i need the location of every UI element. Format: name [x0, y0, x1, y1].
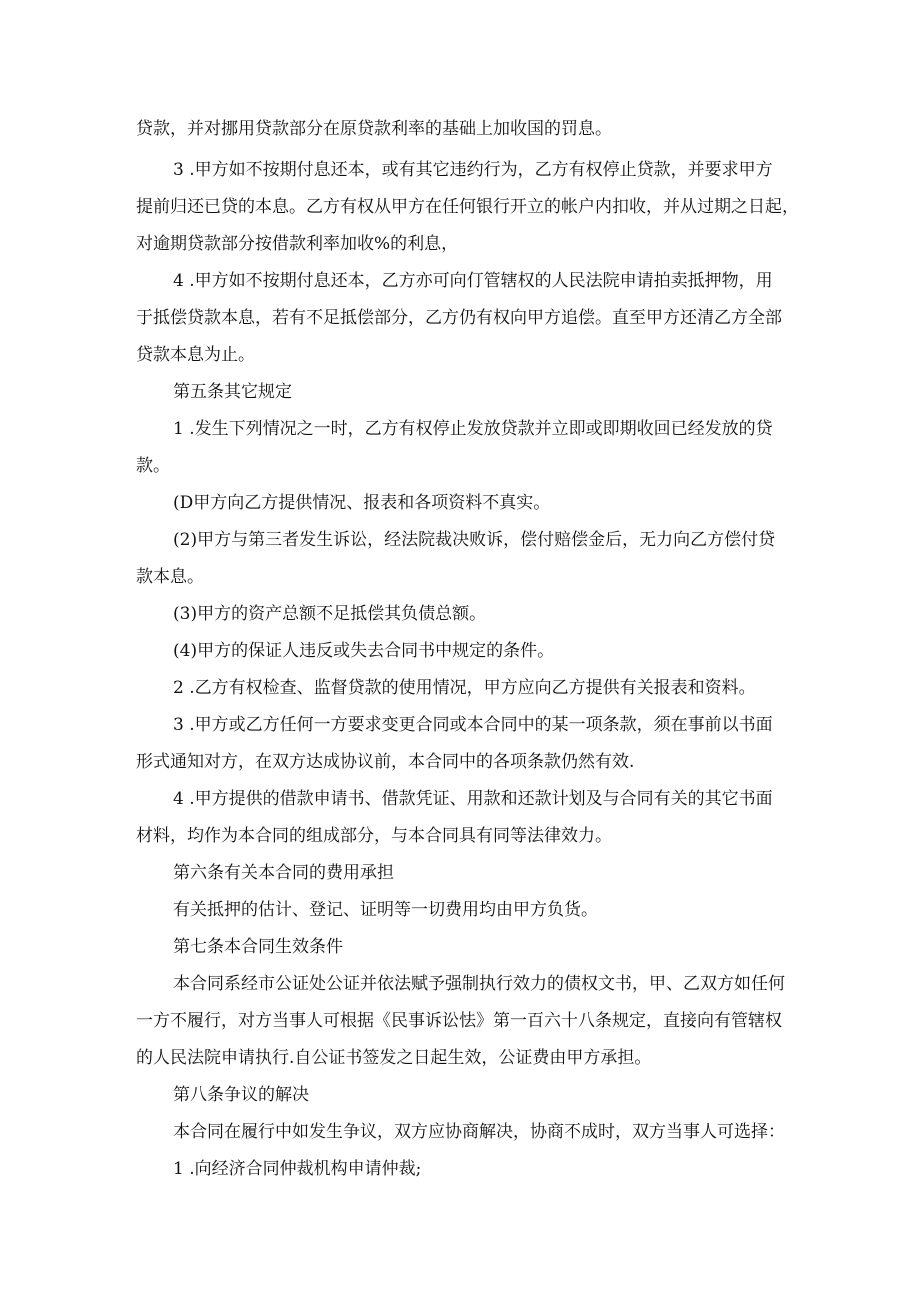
section-heading: 第八条争议的解决 — [173, 1085, 309, 1105]
text-line: 款。 — [136, 456, 170, 476]
text-line: 本合同系经市公证处公证并依法赋予强制执行效力的债权文书，甲、乙双方如任何 — [173, 974, 785, 994]
text-line: 于抵偿贷款本息，若有不足抵偿部分，乙方仍有权向甲方追偿。直至甲方还清乙方全部 — [136, 308, 782, 328]
text-line: 材料，均作为本合同的组成部分，与本合同具有同等法律效力。 — [136, 826, 612, 846]
text-line: 1 .发生下列情况之一时，乙方有权停止发放贷款并立即或即期收回已经发放的贷 — [173, 419, 773, 439]
text-line: 的人民法院申请执行.自公证书签发之日起生效，公证费由甲方承担。 — [136, 1048, 652, 1068]
text-line: 款本息。 — [136, 567, 204, 587]
text-line: 本合同在履行中如发生争议，双方应协商解决，协商不成时，双方当事人可选择： — [173, 1122, 785, 1142]
text-line: (4)甲方的保证人违反或失去合同书中规定的条件。 — [173, 641, 555, 661]
section-heading: 第六条有关本合同的费用承担 — [173, 863, 394, 883]
text-line: (3)甲方的资产总额不足抵偿其负债总额。 — [173, 604, 487, 624]
text-line: 贷款本息为止。 — [136, 345, 255, 365]
text-line: 有关抵押的估计、登记、证明等一切费用均由甲方负货。 — [173, 900, 598, 920]
text-line: 3 .甲方或乙方任何一方要求变更合同或本合同中的某一项条款，须在事前以书面 — [173, 715, 773, 735]
text-line: 1 .向经济合同仲裁机构申请仲裁; — [173, 1159, 422, 1179]
text-line: 对逾期贷款部分按借款利率加收%的利息， — [136, 234, 459, 254]
text-line: 一方不履行，对方当事人可根据《民事诉讼怯》第一百六十八条规定，直接向有管辖权 — [136, 1011, 782, 1031]
text-line: 2 .乙方有权检查、监督贷款的使用情况，甲方应向乙方提供有关报表和资料。 — [173, 678, 756, 698]
section-heading: 第七条本合同生效条件 — [173, 937, 343, 957]
text-line: 4 .甲方提供的借款申请书、借款凭证、用款和还款计划及与合同有关的其它书面 — [173, 789, 773, 809]
text-line: 3 .甲方如不按期付息还本，或有其它违约行为，乙方有权停止贷款，并要求甲方 — [173, 160, 773, 180]
text-line: 4 .甲方如不按期付息还本，乙方亦可向仃管辖权的人民法院申请拍卖抵押物，用 — [173, 271, 773, 291]
text-line: 形式通知对方，在双方达成协议前，本合同中的各项条款仍然有效. — [136, 752, 635, 772]
text-line: (D甲方向乙方提供情况、报表和各项资料不真实。 — [173, 493, 551, 513]
text-line: 贷款，并对挪用贷款部分在原贷款利率的基础上加收国的罚息。 — [136, 119, 612, 139]
text-line: (2)甲方与第三者发生诉讼，经法院裁决败诉，偿付赔偿金后，无力向乙方偿付贷 — [173, 530, 776, 550]
text-line: 提前归还已贷的本息。乙方有权从甲方在任何银行开立的帐户内扣收，并从过期之日起， — [136, 197, 799, 217]
section-heading: 第五条其它规定 — [173, 382, 292, 402]
